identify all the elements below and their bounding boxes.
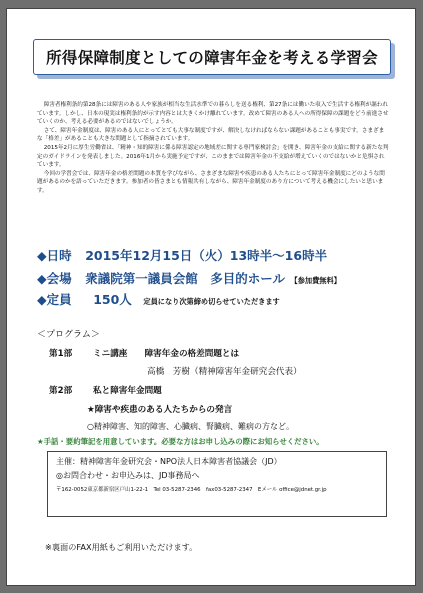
flyer-page — [6, 8, 416, 586]
part1-speaker: 高橋 芳樹（精神障害年金研究会代表） — [147, 367, 302, 377]
venue-label: ◆会場 — [37, 271, 72, 286]
part1-label: 第1部 — [49, 349, 73, 359]
intro-text — [37, 101, 389, 196]
part2-label: 第2部 — [49, 386, 73, 396]
capacity-value: 150人 — [93, 292, 132, 307]
title-box — [33, 39, 391, 75]
intro-paragraph: 今回の学習会では、障害年金の格差問題の本質を学びながら、さまざまな障害や疾患のある人たちにとって障害年金制度にどのような問題があるのかを語っていただきます。参加者の皆さまとも情報共有しながら、障害年金制度のあり方について考える機会にしたいと思います。 — [37, 170, 385, 194]
intro-paragraph: 2015年2月に厚生労働省は、「精神・知的障害に係る障害認定の地域差に関する専門家検討会」を開き、障害年金の支給に関する新たな判定のガイドラインを発表しました。2016年1月から実施予定ですが、このままでは障害年金の不支給が増えていくのではないかと危惧されています。 — [37, 144, 389, 169]
address: 〒162-0052東京都新宿区戸山1-22-1 Tel 03-5287-2346 fax03-5287-2347 Eメール office@jdnet.gr.jp — [56, 487, 327, 493]
part2-title: 私と障害年金問題 — [93, 386, 162, 396]
inquiry: ◎お問合わせ・お申込みは、JD事務局へ — [56, 471, 200, 480]
date-value: 2015年12月15日（火）13時半〜16時半 — [85, 248, 328, 263]
capacity-note: 定員になり次第締め切らせていただきます — [143, 297, 280, 306]
part1-title: ミニ講座 障害年金の格差問題とは — [93, 349, 240, 359]
intro-paragraph: さて、障害年金制度は、障害のある人にとってとても大事な制度ですが、解決しなければならない課題があることも事実です。さまざまな「格差」があることも大きな問題として指摘されています。 — [37, 127, 385, 143]
organizer: 主催：精神障害年金研究会・NPO法人日本障害者協議会（JD） — [56, 457, 282, 466]
part2-list: ○精神障害、知的障害、心臓病、腎臓病、難病の方など。 — [87, 422, 294, 431]
capacity-line — [37, 289, 280, 308]
venue-value: 衆議院第一議員会館 多目的ホール — [85, 271, 285, 286]
part2-sub: ★障害や疾患のある人たちからの発言 — [87, 405, 233, 415]
contact-box — [47, 451, 387, 517]
intro-paragraph: 障害者権利条約第28条には障害のある人や家族が相当な生活水準での暮らしを送る権利、第27条には働いた収入で生活する権利が謳われています。しかし、日本の現実は権利条約が示す内容とは大きくかけ離れています。改めて障害のある人への所得保障の課題をどう前進させていくのか、考える必要があるのではないでしょうか。 — [37, 102, 389, 126]
date-line — [37, 245, 327, 264]
venue-line — [37, 268, 341, 287]
footer-note: ※裏面のFAX用紙もご利用いただけます。 — [45, 542, 198, 552]
sign-language-notice: ★手話・要約筆記を用意しています。必要な方はお申し込みの際にお知らせください。 — [37, 437, 324, 446]
program-heading: ＜プログラム＞ — [37, 330, 100, 340]
date-label: ◆日時 — [37, 248, 72, 263]
page-title: 所得保障制度としての障害年金を考える学習会 — [46, 49, 378, 67]
venue-note: 【参加費無料】 — [290, 276, 341, 285]
capacity-label: ◆定員 — [37, 292, 72, 307]
